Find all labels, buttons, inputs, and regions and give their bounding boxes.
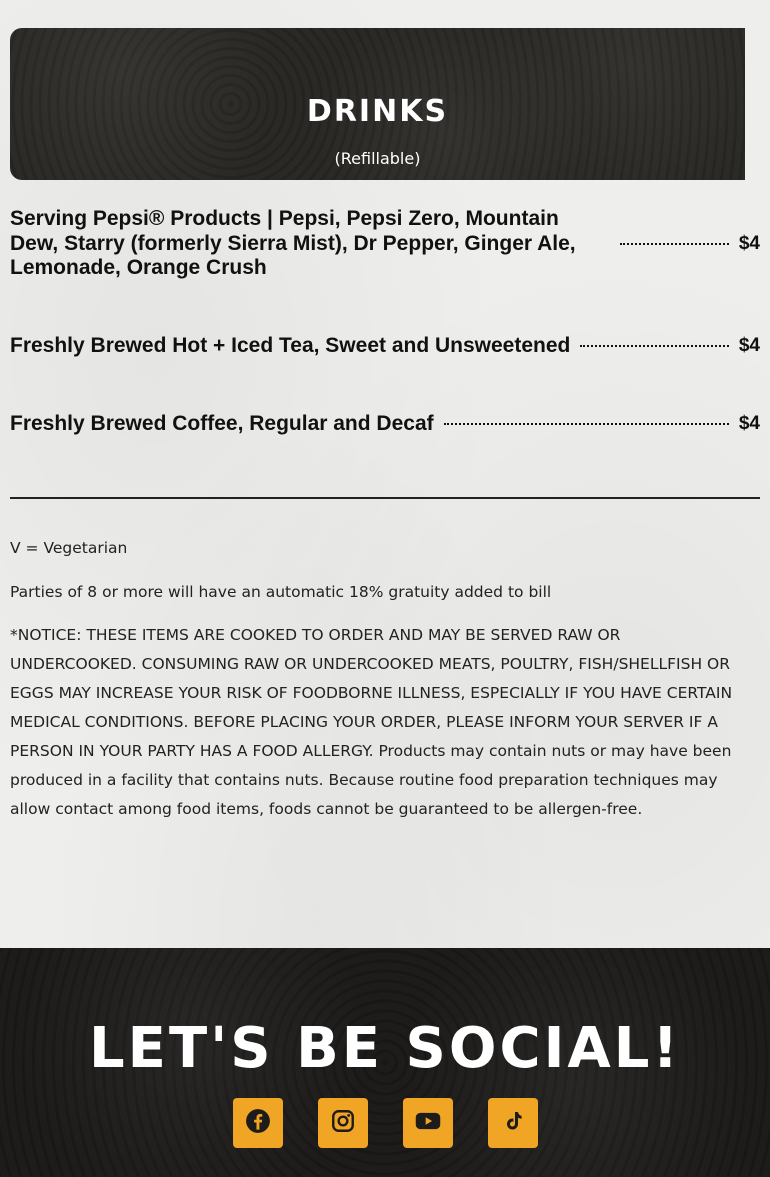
instagram-button[interactable] — [318, 1098, 368, 1148]
gratuity-note: Parties of 8 or more will have an automatic 18% gratuity added to bill — [10, 583, 552, 601]
tiktok-icon — [501, 1108, 525, 1139]
instagram-icon — [330, 1108, 356, 1139]
youtube-button[interactable] — [403, 1098, 453, 1148]
section-title: DRINKS — [306, 94, 449, 129]
menu-item-name: Serving Pepsi® Products | Pepsi, Pepsi Zero, Mountain Dew, Starry (formerly Sierra Mist), Dr Pepper, Ginger Ale, Lemonade, Orange Crush — [10, 207, 576, 279]
menu-item-name: Freshly Brewed Coffee, Regular and Decaf — [10, 412, 434, 435]
section-subtitle: (Refillable) — [334, 149, 421, 168]
menu-item — [10, 334, 760, 359]
drinks-header-banner — [10, 28, 745, 180]
tiktok-button[interactable] — [488, 1098, 538, 1148]
social-title: LET'S BE SOCIAL! — [89, 1016, 681, 1081]
menu-item-price: $4 — [738, 413, 760, 435]
section-divider — [10, 497, 760, 499]
vegetarian-note: V = Vegetarian — [10, 539, 128, 557]
social-footer — [0, 948, 770, 1177]
allergy-notice: *NOTICE: THESE ITEMS ARE COOKED TO ORDER AND MAY BE SERVED RAW OR UNDERCOOKED. CONSUMING RAW OR UNDERCOOKED MEATS, POULTRY, FISH/SHELLFISH OR EGGS MAY INCREASE YOUR RISK OF FOODBORNE ILLNESS, ESPECIALLY IF YOU HAVE CERTAIN MEDICAL CONDITIONS. BEFORE PLACING YOUR ORDER, PLEASE INFORM YOUR SERVER IF A PERSON IN YOUR PARTY HAS A FOOD ALLERGY. Products may contain nuts or may have been produced in a facility that contains nuts. Because routine food preparation techniques may allow contact among food items, foods cannot be guaranteed to be allergen-free. — [10, 626, 733, 818]
facebook-icon — [245, 1108, 271, 1139]
dotted-leader — [444, 423, 729, 425]
menu-item-price: $4 — [738, 232, 760, 254]
menu-item-name: Freshly Brewed Hot + Iced Tea, Sweet and Unsweetened — [10, 334, 571, 357]
youtube-icon — [414, 1107, 442, 1140]
menu-item — [10, 412, 760, 437]
dotted-leader — [580, 345, 728, 347]
dotted-leader — [620, 243, 729, 245]
facebook-button[interactable] — [233, 1098, 283, 1148]
menu-item-price: $4 — [738, 335, 760, 357]
menu-item — [10, 207, 760, 281]
